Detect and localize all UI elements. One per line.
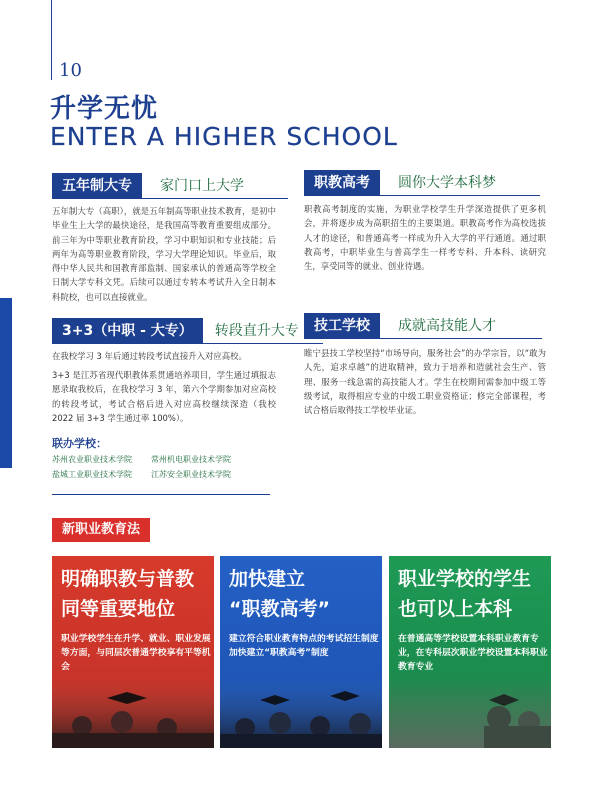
card-title: [229, 564, 330, 624]
header-rule: [51, 0, 52, 80]
card-title-line: 明确职教与普教: [61, 568, 195, 590]
partner-school: 苏州农业职业技术学院: [52, 455, 132, 464]
page-number: 10: [59, 60, 82, 81]
section-label: 3+3（中职 - 大专）: [52, 318, 203, 344]
graduation-photo: [52, 678, 214, 748]
section-technician-text: 睢宁县技工学校坚持“市场导向，服务社会”的办学宗旨，以“敢为人先，追求卓越”的进取精神，致力于培养和造就社会生产、管理、服务一线急需的高技能人才。学生在校期间需参加中级工等级考试，取得相应专业的中级工职业资格证；修完全部课程，考试合格后取得技工学校毕业证。: [304, 348, 546, 416]
card-title-line: 加快建立: [229, 568, 306, 590]
partner-school: 盐城工业职业技术学院: [52, 470, 132, 479]
card-text: 职业学校学生在升学、就业、职业发展等方面，与同层次普通学校享有平等机会: [61, 634, 211, 672]
card-text: 在普通高等学校设置本科职业教育专业，在专科层次职业学校设置本科职业教育专业: [398, 634, 548, 672]
section-five-year-header: [52, 173, 288, 199]
section-label: 五年制大专: [52, 173, 142, 199]
card-text: 建立符合职业教育特点的考试招生制度加快建立“职教高考”制度: [229, 634, 379, 658]
card-title: [61, 564, 194, 624]
section-slogan: 圆你大学本科梦: [380, 172, 540, 196]
law-card-undergraduate: [389, 556, 551, 748]
graduation-photo: [220, 678, 382, 748]
page-title: 升学无忧: [50, 94, 159, 124]
partners-title: 联办学校：: [52, 437, 107, 450]
card-title-line: 也可以上本科: [398, 598, 513, 620]
section-five-year-text: 五年制大专（高职），就是五年制高等职业技术教育，是初中毕业生上大学的最快途径，是我国高等教育重要组成部分。前三年为中等职业教育阶段，学习中职知识和专业技能；后两年为高等职业教育阶段，学习大学理论知识。毕业后，取得中华人民共和国教育部监制、国家承认的普通高等学校全日制大学专科文凭。后续可以通过专转本考试升入全日制本科院校，也可以直接就业。: [52, 206, 276, 302]
section-3plus3-text: 3+3 是江苏省现代职教体系贯通培养项目，学生通过填报志愿录取我校后，在我校学习 3 年，第六个学期参加对应高校的转段考试，考试合格后进入对应高校继续深造（我校 2022 届 3+3 学生通过率 100%）。: [52, 370, 276, 423]
section-vocational-exam-text: 职教高考制度的实施，为职业学校学生升学深造提供了更多机会，并将逐步成为高职招生的主要渠道。职教高考作为高校选拔人才的途径，和普通高考一样成为升入大学的平行通道。通过职教高考，中职毕业生与普高学生一样考专科、升本科、读研究生，享受同等的就业、创业待遇。: [304, 204, 546, 272]
section-3plus3-header: [52, 318, 323, 344]
partner-school: 江苏安全职业技术学院: [151, 470, 231, 479]
law-section-label: 新职业教育法: [52, 518, 150, 542]
section-slogan: 成就高技能人才: [380, 315, 542, 339]
law-card-equal-status: [52, 556, 214, 748]
partner-school: 常州机电职业技术学院: [151, 455, 231, 464]
section-label: 技工学校: [304, 313, 380, 339]
section-technician-header: [304, 313, 542, 339]
card-title-line: “职教高考”: [229, 598, 330, 620]
section-slogan: 转段直升大专: [203, 320, 323, 344]
graduation-photo: [389, 678, 551, 748]
section-label: 职教高考: [304, 170, 380, 196]
divider: [52, 494, 270, 495]
page-subtitle-en: ENTER A HIGHER SCHOOL: [50, 122, 398, 151]
section-slogan: 家门口上大学: [142, 175, 288, 199]
card-title-line: 同等重要地位: [61, 598, 176, 620]
card-title: [398, 564, 531, 624]
law-card-vocational-exam: [220, 556, 382, 748]
section-vocational-exam-header: [304, 170, 540, 196]
card-title-line: 职业学校的学生: [398, 568, 532, 590]
section-3plus3-intro: 在我校学习 3 年后通过转段考试直接升入对应高校。: [52, 351, 247, 361]
side-accent-bar: [0, 298, 12, 468]
